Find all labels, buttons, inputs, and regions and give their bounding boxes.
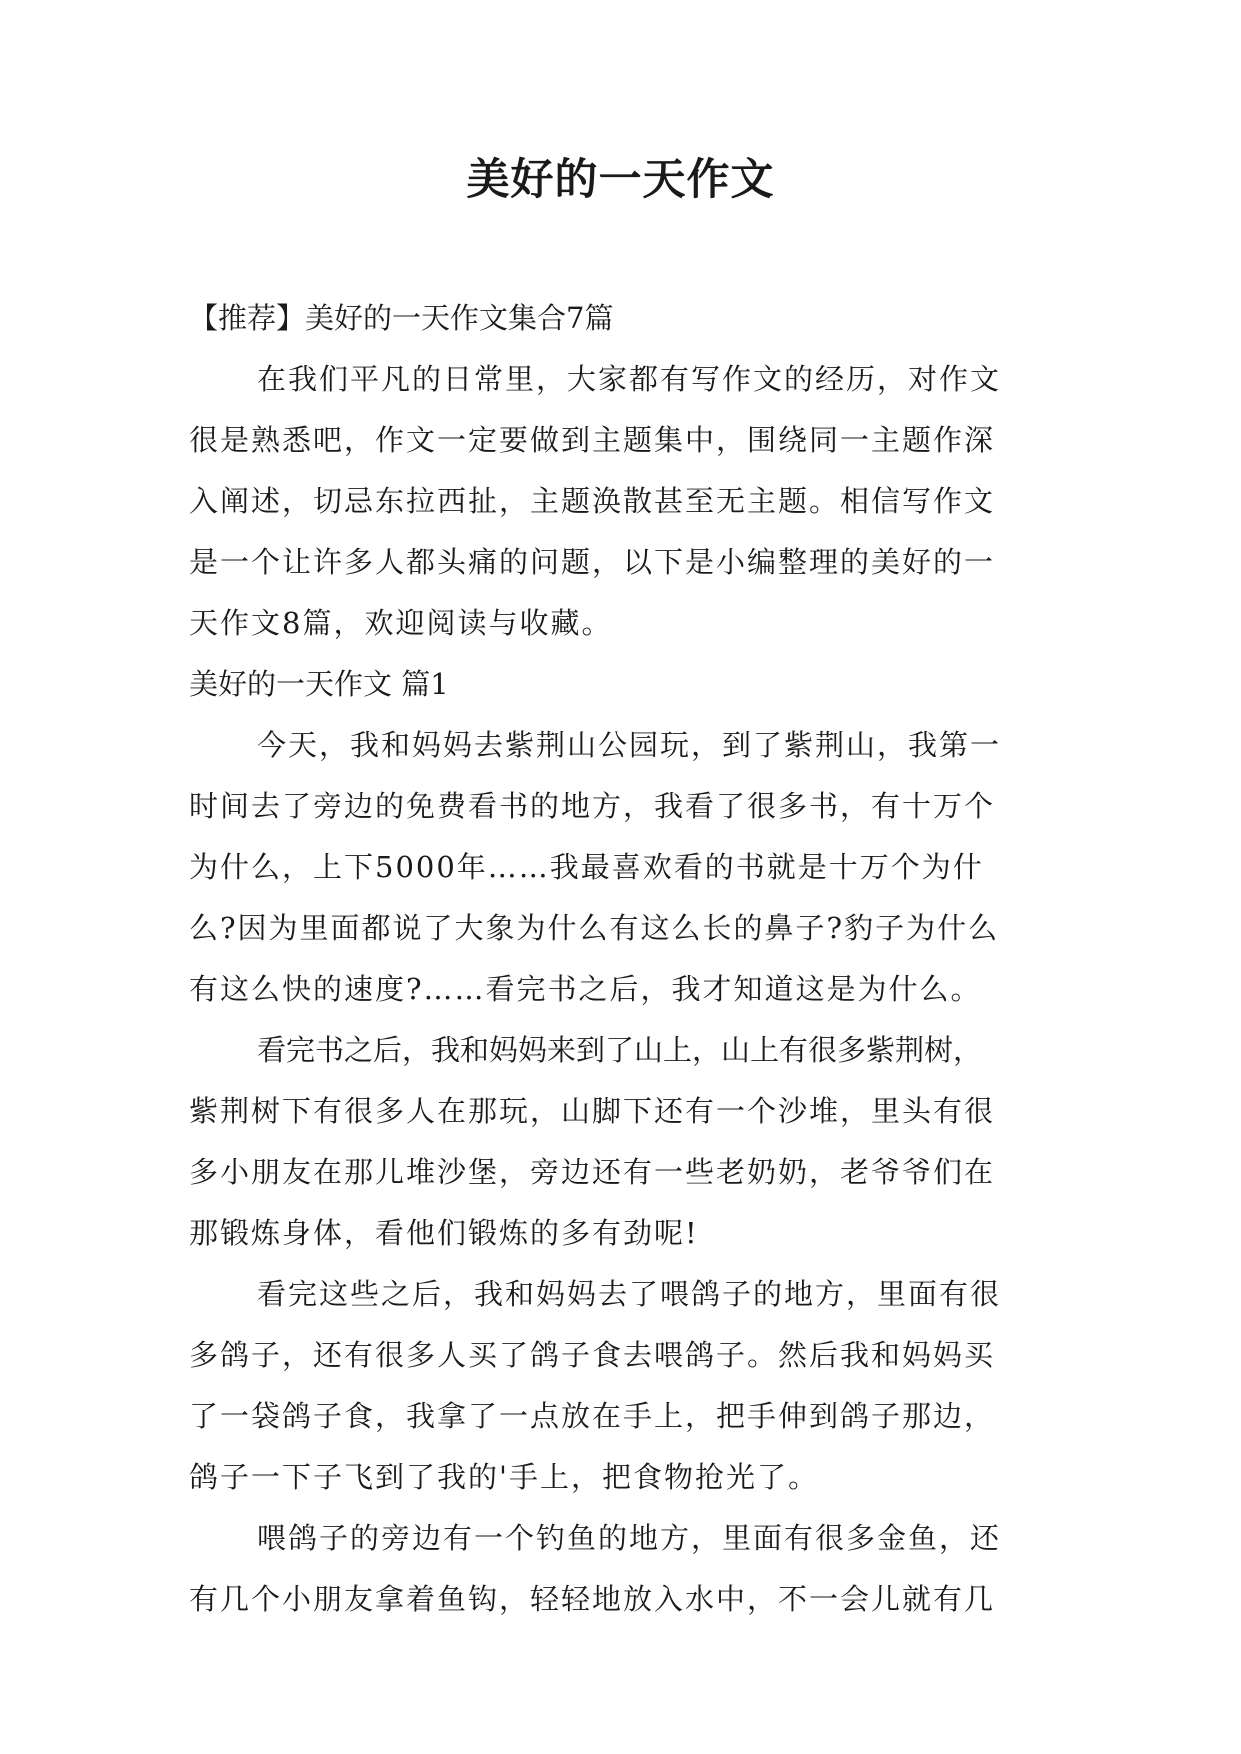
paragraph-line: 多鸽子，还有很多人买了鸽子食去喂鸽子。然后我和妈妈买 xyxy=(189,1338,996,1372)
document-body xyxy=(189,288,1051,1630)
paragraph-line: 为什么，上下5000年……我最喜欢看的书就是十万个为什 xyxy=(189,850,984,884)
paragraph-line: 今天，我和妈妈去紫荆山公园玩，到了紫荆山，我第一 xyxy=(257,728,1002,762)
paragraph-line: 入阐述，切忌东拉西扯，主题涣散甚至无主题。相信写作文 xyxy=(189,484,996,518)
paragraph-line: 天作文8篇，欢迎阅读与收藏。 xyxy=(189,606,613,640)
paragraph-line: 在我们平凡的日常里，大家都有写作文的经历，对作文 xyxy=(257,362,1002,396)
paragraph-line: 有这么快的速度?……看完书之后，我才知道这是为什么。 xyxy=(189,972,982,1006)
paragraph-line: 喂鸽子的旁边有一个钓鱼的地方，里面有很多金鱼，还 xyxy=(257,1521,1002,1555)
document-title: 美好的一天作文 xyxy=(466,155,775,205)
paragraph-line: 很是熟悉吧，作文一定要做到主题集中，围绕同一主题作深 xyxy=(189,423,996,457)
paragraph-line: 么?因为里面都说了大象为什么有这么长的鼻子?豹子为什么 xyxy=(189,911,1000,945)
section-heading: 美好的一天作文 篇1 xyxy=(189,667,449,701)
paragraph-line: 多小朋友在那儿堆沙堡，旁边还有一些老奶奶，老爷爷们在 xyxy=(189,1155,996,1189)
paragraph-line: 是一个让许多人都头痛的问题，以下是小编整理的美好的一 xyxy=(189,545,996,579)
paragraph-line: 了一袋鸽子食，我拿了一点放在手上，把手伸到鸽子那边， xyxy=(189,1399,996,1433)
subtitle-line: 【推荐】美好的一天作文集合7篇 xyxy=(189,301,614,335)
paragraph-line: 看完书之后，我和妈妈来到了山上，山上有很多紫荆树， xyxy=(257,1033,983,1067)
paragraph-line: 时间去了旁边的免费看书的地方，我看了很多书，有十万个 xyxy=(189,789,996,823)
paragraph-line: 看完这些之后，我和妈妈去了喂鸽子的地方，里面有很 xyxy=(257,1277,1002,1311)
paragraph-line: 紫荆树下有很多人在那玩，山脚下还有一个沙堆，里头有很 xyxy=(189,1094,996,1128)
paragraph-line: 鸽子一下子飞到了我的'手上，把食物抢光了。 xyxy=(189,1460,819,1494)
paragraph-line: 有几个小朋友拿着鱼钩，轻轻地放入水中，不一会儿就有几 xyxy=(189,1582,996,1616)
paragraph-line: 那锻炼身体，看他们锻炼的多有劲呢! xyxy=(189,1216,699,1250)
